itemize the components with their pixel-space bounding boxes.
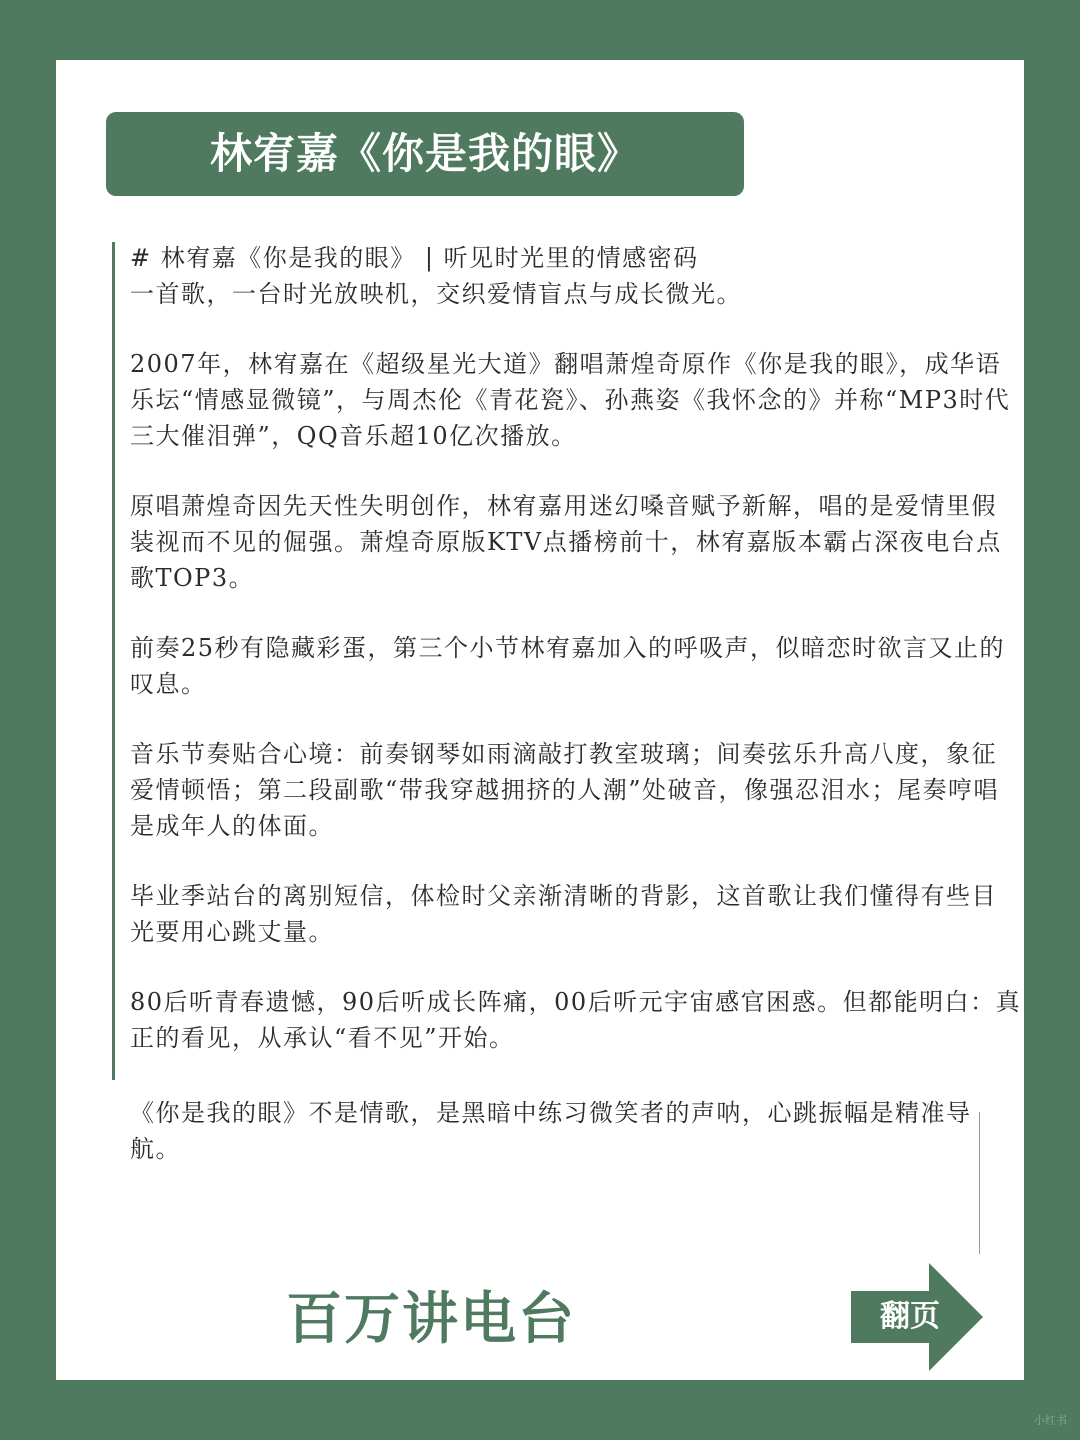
paragraph-line: 正的看见，从承认“看不见”开始。 [130, 1024, 515, 1052]
paragraph-line: 《你是我的眼》不是情歌，是黑暗中练习微笑者的声呐，心跳振幅是精准导 [130, 1099, 972, 1127]
content-card [56, 60, 1024, 1380]
paragraph-intro [130, 240, 1022, 312]
title-banner: 林宥嘉《你是我的眼》 [106, 112, 744, 196]
left-accent-rule [112, 242, 115, 1080]
paragraph-line: 音乐节奏贴合心境：前奏钢琴如雨滴敲打教室玻璃；间奏弦乐升高八度，象征 [130, 740, 997, 768]
paragraph-line: 爱情顿悟；第二段副歌“带我穿越拥挤的人潮”处破音，像强忍泪水；尾奏哼唱 [130, 776, 1000, 804]
paragraph-line: 毕业季站台的离别短信，体检时父亲渐清晰的背影，这首歌让我们懂得有些目 [130, 882, 997, 910]
paragraph-line: 歌TOP3。 [130, 564, 255, 592]
paragraph-line: 2007年，林宥嘉在《超级星光大道》翻唱萧煌奇原作《你是我的眼》，成华语 [130, 350, 1002, 378]
paragraph-line: 叹息。 [130, 670, 207, 698]
next-page-button[interactable] [851, 1263, 983, 1371]
paragraph-line: 80后听青春遗憾，90后听成长阵痛，00后听元宇宙感官困惑。但都能明白：真 [130, 988, 1022, 1016]
paragraph-line: 一首歌，一台时光放映机，交织爱情盲点与成长微光。 [130, 280, 742, 308]
article-body [130, 240, 1022, 1090]
paragraph-easter-egg [130, 630, 1022, 702]
paragraph-line: # 林宥嘉《你是我的眼》 | 听见时光里的情感密码 [130, 244, 699, 272]
closing-paragraph [130, 1095, 990, 1167]
brand-name: 百万讲电台 [286, 1287, 576, 1352]
paragraph-line: 前奏25秒有隐藏彩蛋，第三个小节林宥嘉加入的呼吸声，似暗恋时欲言又止的 [130, 634, 1006, 662]
paragraph-memories [130, 878, 1022, 950]
paragraph-line: 三大催泪弹”，QQ音乐超10亿次播放。 [130, 422, 577, 450]
next-page-label: 翻页 [880, 1299, 940, 1334]
paragraph-origin [130, 488, 1022, 596]
paragraph-line: 乐坛“情感显微镜”，与周杰伦《青花瓷》、孙燕姿《我怀念的》并称“MP3时代 [130, 386, 1011, 414]
paragraph-history [130, 346, 1022, 454]
paragraph-rhythm [130, 736, 1022, 844]
paragraph-line: 航。 [130, 1135, 181, 1163]
paragraph-line: 光要用心跳丈量。 [130, 918, 334, 946]
watermark: 小红书 [1034, 1414, 1067, 1427]
paragraph-line: 是成年人的体面。 [130, 812, 334, 840]
paragraph-generations [130, 984, 1022, 1056]
paragraph-line: 装视而不见的倔强。萧煌奇原版KTV点播榜前十，林宥嘉版本霸占深夜电台点 [130, 528, 1002, 556]
right-divider-rule [979, 1112, 980, 1254]
paragraph-line: 原唱萧煌奇因先天性失明创作，林宥嘉用迷幻嗓音赋予新解，唱的是爱情里假 [130, 492, 997, 520]
